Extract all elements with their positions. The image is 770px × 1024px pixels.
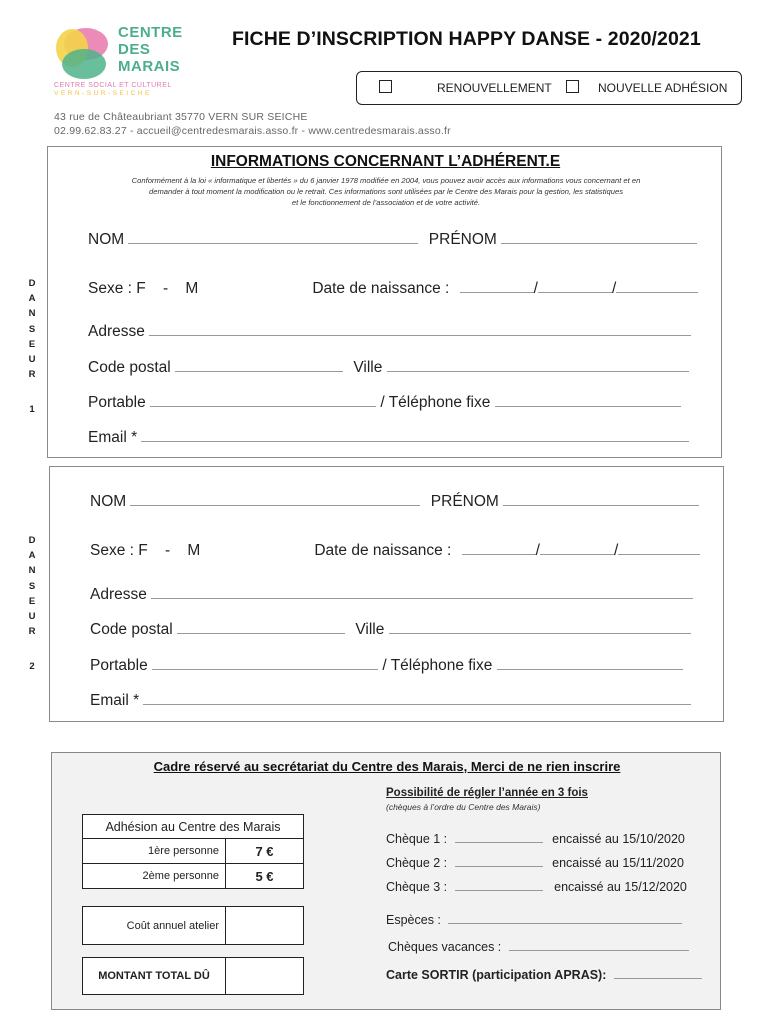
mobile-input[interactable] bbox=[150, 406, 376, 407]
new-membership-label: NOUVELLE ADHÉSION bbox=[598, 81, 728, 95]
sortir-card-row bbox=[386, 968, 702, 982]
dancer-label-letter: E bbox=[28, 595, 36, 607]
total-input[interactable] bbox=[225, 957, 304, 995]
dancer-2-label bbox=[26, 533, 38, 674]
second-price-cell bbox=[225, 863, 304, 889]
landline-input[interactable] bbox=[495, 406, 681, 407]
dancer-label-letter: N bbox=[28, 308, 36, 320]
cheque-1-input[interactable] bbox=[455, 842, 543, 843]
vacation-cheques-row bbox=[388, 940, 689, 954]
address-input[interactable] bbox=[149, 335, 691, 336]
birth-year-input[interactable] bbox=[618, 554, 700, 555]
vacation-cheques-label: Chèques vacances : bbox=[388, 940, 502, 954]
cheque-1-label: Chèque 1 : bbox=[386, 832, 448, 846]
name-row bbox=[88, 231, 697, 249]
annual-cost-input[interactable] bbox=[225, 906, 304, 945]
annual-cost-label: Coût annuel atelier bbox=[126, 920, 219, 932]
mobile-label: Portable bbox=[88, 394, 146, 411]
date-separator: / bbox=[613, 542, 619, 559]
dancer-label-letter: R bbox=[28, 369, 36, 381]
membership-header-cell bbox=[82, 814, 304, 839]
sortir-card-input[interactable] bbox=[614, 978, 702, 979]
cheque-2-label: Chèque 2 : bbox=[386, 856, 448, 870]
dancer-label-letter: D bbox=[28, 535, 36, 546]
nom-label: NOM bbox=[90, 493, 127, 510]
cheque-3-label: Chèque 3 : bbox=[386, 880, 448, 894]
annual-cost-cell bbox=[82, 906, 226, 945]
second-price: 5 € bbox=[255, 869, 274, 884]
birth-day-input[interactable] bbox=[460, 292, 534, 293]
postal-city-row bbox=[90, 621, 691, 639]
cash-input[interactable] bbox=[448, 923, 682, 924]
prenom-label: PRÉNOM bbox=[430, 493, 499, 510]
city-input[interactable] bbox=[389, 633, 691, 634]
postal-code-input[interactable] bbox=[175, 371, 343, 372]
name-row bbox=[90, 493, 699, 511]
dancer-1-panel bbox=[47, 146, 722, 458]
section-title: INFORMATIONS CONCERNANT L’ADHÉRENT.E bbox=[210, 153, 561, 170]
cheque-3-date: encaissé au 15/12/2020 bbox=[554, 880, 687, 894]
cheque-2-date: encaissé au 15/11/2020 bbox=[552, 856, 684, 870]
birth-month-input[interactable] bbox=[538, 292, 612, 293]
logo-text: CENTRE DES MARAIS bbox=[118, 24, 183, 75]
mobile-label: Portable bbox=[90, 657, 148, 674]
sortir-card-label: Carte SORTIR (participation APRAS): bbox=[386, 968, 607, 982]
cheque-3-input[interactable] bbox=[455, 890, 543, 891]
mobile-input[interactable] bbox=[152, 669, 378, 670]
installments-note: (chèques à l’ordre du Centre des Marais) bbox=[386, 802, 541, 812]
email-input[interactable] bbox=[143, 704, 691, 705]
postal-code-label: Code postal bbox=[88, 359, 171, 376]
cheque-3-row bbox=[386, 880, 687, 894]
birth-label: Date de naissance : bbox=[312, 280, 450, 297]
privacy-notice: Conformément à la loi « informatique et libertés » du 6 janvier 1978 modifiée en 2004, vous pouvez avoir accès aux informations vous concernant et en demander à tout moment la modification ou le retrait. Ces informations sont utilisées par le Centre des Marais pour la gestion, les statistiques et le fonctionnement de l’association et de votre activité. bbox=[131, 176, 641, 207]
city-input[interactable] bbox=[387, 371, 689, 372]
birth-year-input[interactable] bbox=[616, 292, 698, 293]
dancer-label-letter: N bbox=[28, 565, 36, 577]
second-person-cell bbox=[82, 863, 226, 889]
address-input[interactable] bbox=[151, 598, 693, 599]
sex-label[interactable]: Sexe : F - M bbox=[90, 542, 201, 559]
date-separator: / bbox=[533, 280, 538, 297]
dancer-label-letter: D bbox=[28, 278, 36, 289]
first-person-label: 1ère personne bbox=[148, 845, 219, 857]
email-input[interactable] bbox=[141, 441, 689, 442]
dancer-label-letter: A bbox=[28, 550, 36, 562]
dancer-label-letter: E bbox=[28, 338, 36, 350]
membership-type-box bbox=[356, 71, 742, 105]
renewal-label: RENOUVELLEMENT bbox=[437, 81, 552, 95]
prenom-label: PRÉNOM bbox=[428, 231, 497, 248]
dancer-label-letter: 1 bbox=[29, 403, 35, 415]
total-cell bbox=[82, 957, 226, 995]
cash-row bbox=[386, 913, 682, 927]
phone-row bbox=[90, 657, 683, 675]
secretariat-title: Cadre réservé au secrétariat du Centre des Marais, Merci de ne rien inscrire bbox=[153, 759, 621, 774]
prenom-input[interactable] bbox=[503, 505, 699, 506]
dancer-2-panel bbox=[49, 466, 724, 722]
postal-code-label: Code postal bbox=[90, 621, 173, 638]
prenom-input[interactable] bbox=[501, 243, 697, 244]
dancer-label-letter: U bbox=[28, 611, 36, 623]
address-label: Adresse bbox=[90, 586, 147, 603]
email-label: Email * bbox=[90, 692, 140, 709]
phone-row bbox=[88, 394, 681, 412]
new-membership-checkbox[interactable] bbox=[566, 80, 579, 93]
date-separator: / bbox=[611, 280, 617, 297]
dancer-label-letter: S bbox=[28, 323, 36, 335]
dancer-label-letter: S bbox=[28, 580, 36, 592]
dancer-label-letter bbox=[26, 382, 38, 397]
cheque-2-row bbox=[386, 856, 684, 870]
email-row bbox=[88, 429, 689, 447]
city-label: Ville bbox=[355, 621, 385, 638]
first-price: 7 € bbox=[255, 844, 274, 859]
birth-day-input[interactable] bbox=[462, 554, 536, 555]
dancer-label-letter: U bbox=[28, 354, 36, 366]
renewal-checkbox[interactable] bbox=[379, 80, 392, 93]
dancer-label-letter: A bbox=[28, 293, 36, 305]
birth-label: Date de naissance : bbox=[314, 542, 452, 559]
sex-birth-row bbox=[90, 542, 700, 560]
sex-birth-row bbox=[88, 280, 698, 298]
postal-code-input[interactable] bbox=[177, 633, 345, 634]
sex-label[interactable]: Sexe : F - M bbox=[88, 280, 199, 297]
cheque-2-input[interactable] bbox=[455, 866, 543, 867]
second-person-label: 2ème personne bbox=[142, 870, 219, 882]
dancer-label-letter bbox=[26, 639, 38, 654]
installments-title: Possibilité de régler l’année en 3 fois bbox=[386, 787, 588, 799]
email-label: Email * bbox=[88, 429, 138, 446]
cheque-1-date: encaissé au 15/10/2020 bbox=[552, 832, 685, 846]
landline-label: / Téléphone fixe bbox=[382, 657, 493, 674]
nom-label: NOM bbox=[88, 231, 125, 248]
landline-label: / Téléphone fixe bbox=[380, 394, 491, 411]
membership-header: Adhésion au Centre des Marais bbox=[105, 820, 281, 834]
vacation-cheques-input[interactable] bbox=[509, 950, 689, 951]
address-row bbox=[88, 323, 691, 341]
landline-input[interactable] bbox=[497, 669, 683, 670]
nom-input[interactable] bbox=[128, 243, 418, 244]
postal-city-row bbox=[88, 359, 689, 377]
total-label: MONTANT TOTAL DÛ bbox=[98, 970, 210, 982]
logo-subtitle: CENTRE SOCIAL ET CULTUREL bbox=[54, 82, 172, 89]
email-row bbox=[90, 692, 691, 710]
nom-input[interactable] bbox=[130, 505, 420, 506]
address-row bbox=[90, 586, 693, 604]
dancer-label-letter: 2 bbox=[29, 660, 35, 672]
dancer-1-label bbox=[26, 276, 38, 417]
dancer-label-letter: R bbox=[28, 626, 36, 638]
page-title: FICHE D’INSCRIPTION HAPPY DANSE - 2020/2021 bbox=[232, 28, 701, 50]
first-person-cell bbox=[82, 838, 226, 864]
centre-address: 43 rue de Châteaubriant 35770 VERN SUR SEICHE 02.99.62.83.27 - accueil@centredesmarais.asso.fr - www.centredesmarais.asso.fr bbox=[54, 111, 451, 137]
cash-label: Espèces : bbox=[386, 913, 441, 927]
cheque-1-row bbox=[386, 832, 685, 846]
logo-place: VERN-SUR-SEICHE bbox=[54, 90, 152, 97]
first-price-cell bbox=[225, 838, 304, 864]
address-label: Adresse bbox=[88, 323, 145, 340]
date-separator: / bbox=[535, 542, 540, 559]
birth-month-input[interactable] bbox=[540, 554, 614, 555]
city-label: Ville bbox=[353, 359, 383, 376]
